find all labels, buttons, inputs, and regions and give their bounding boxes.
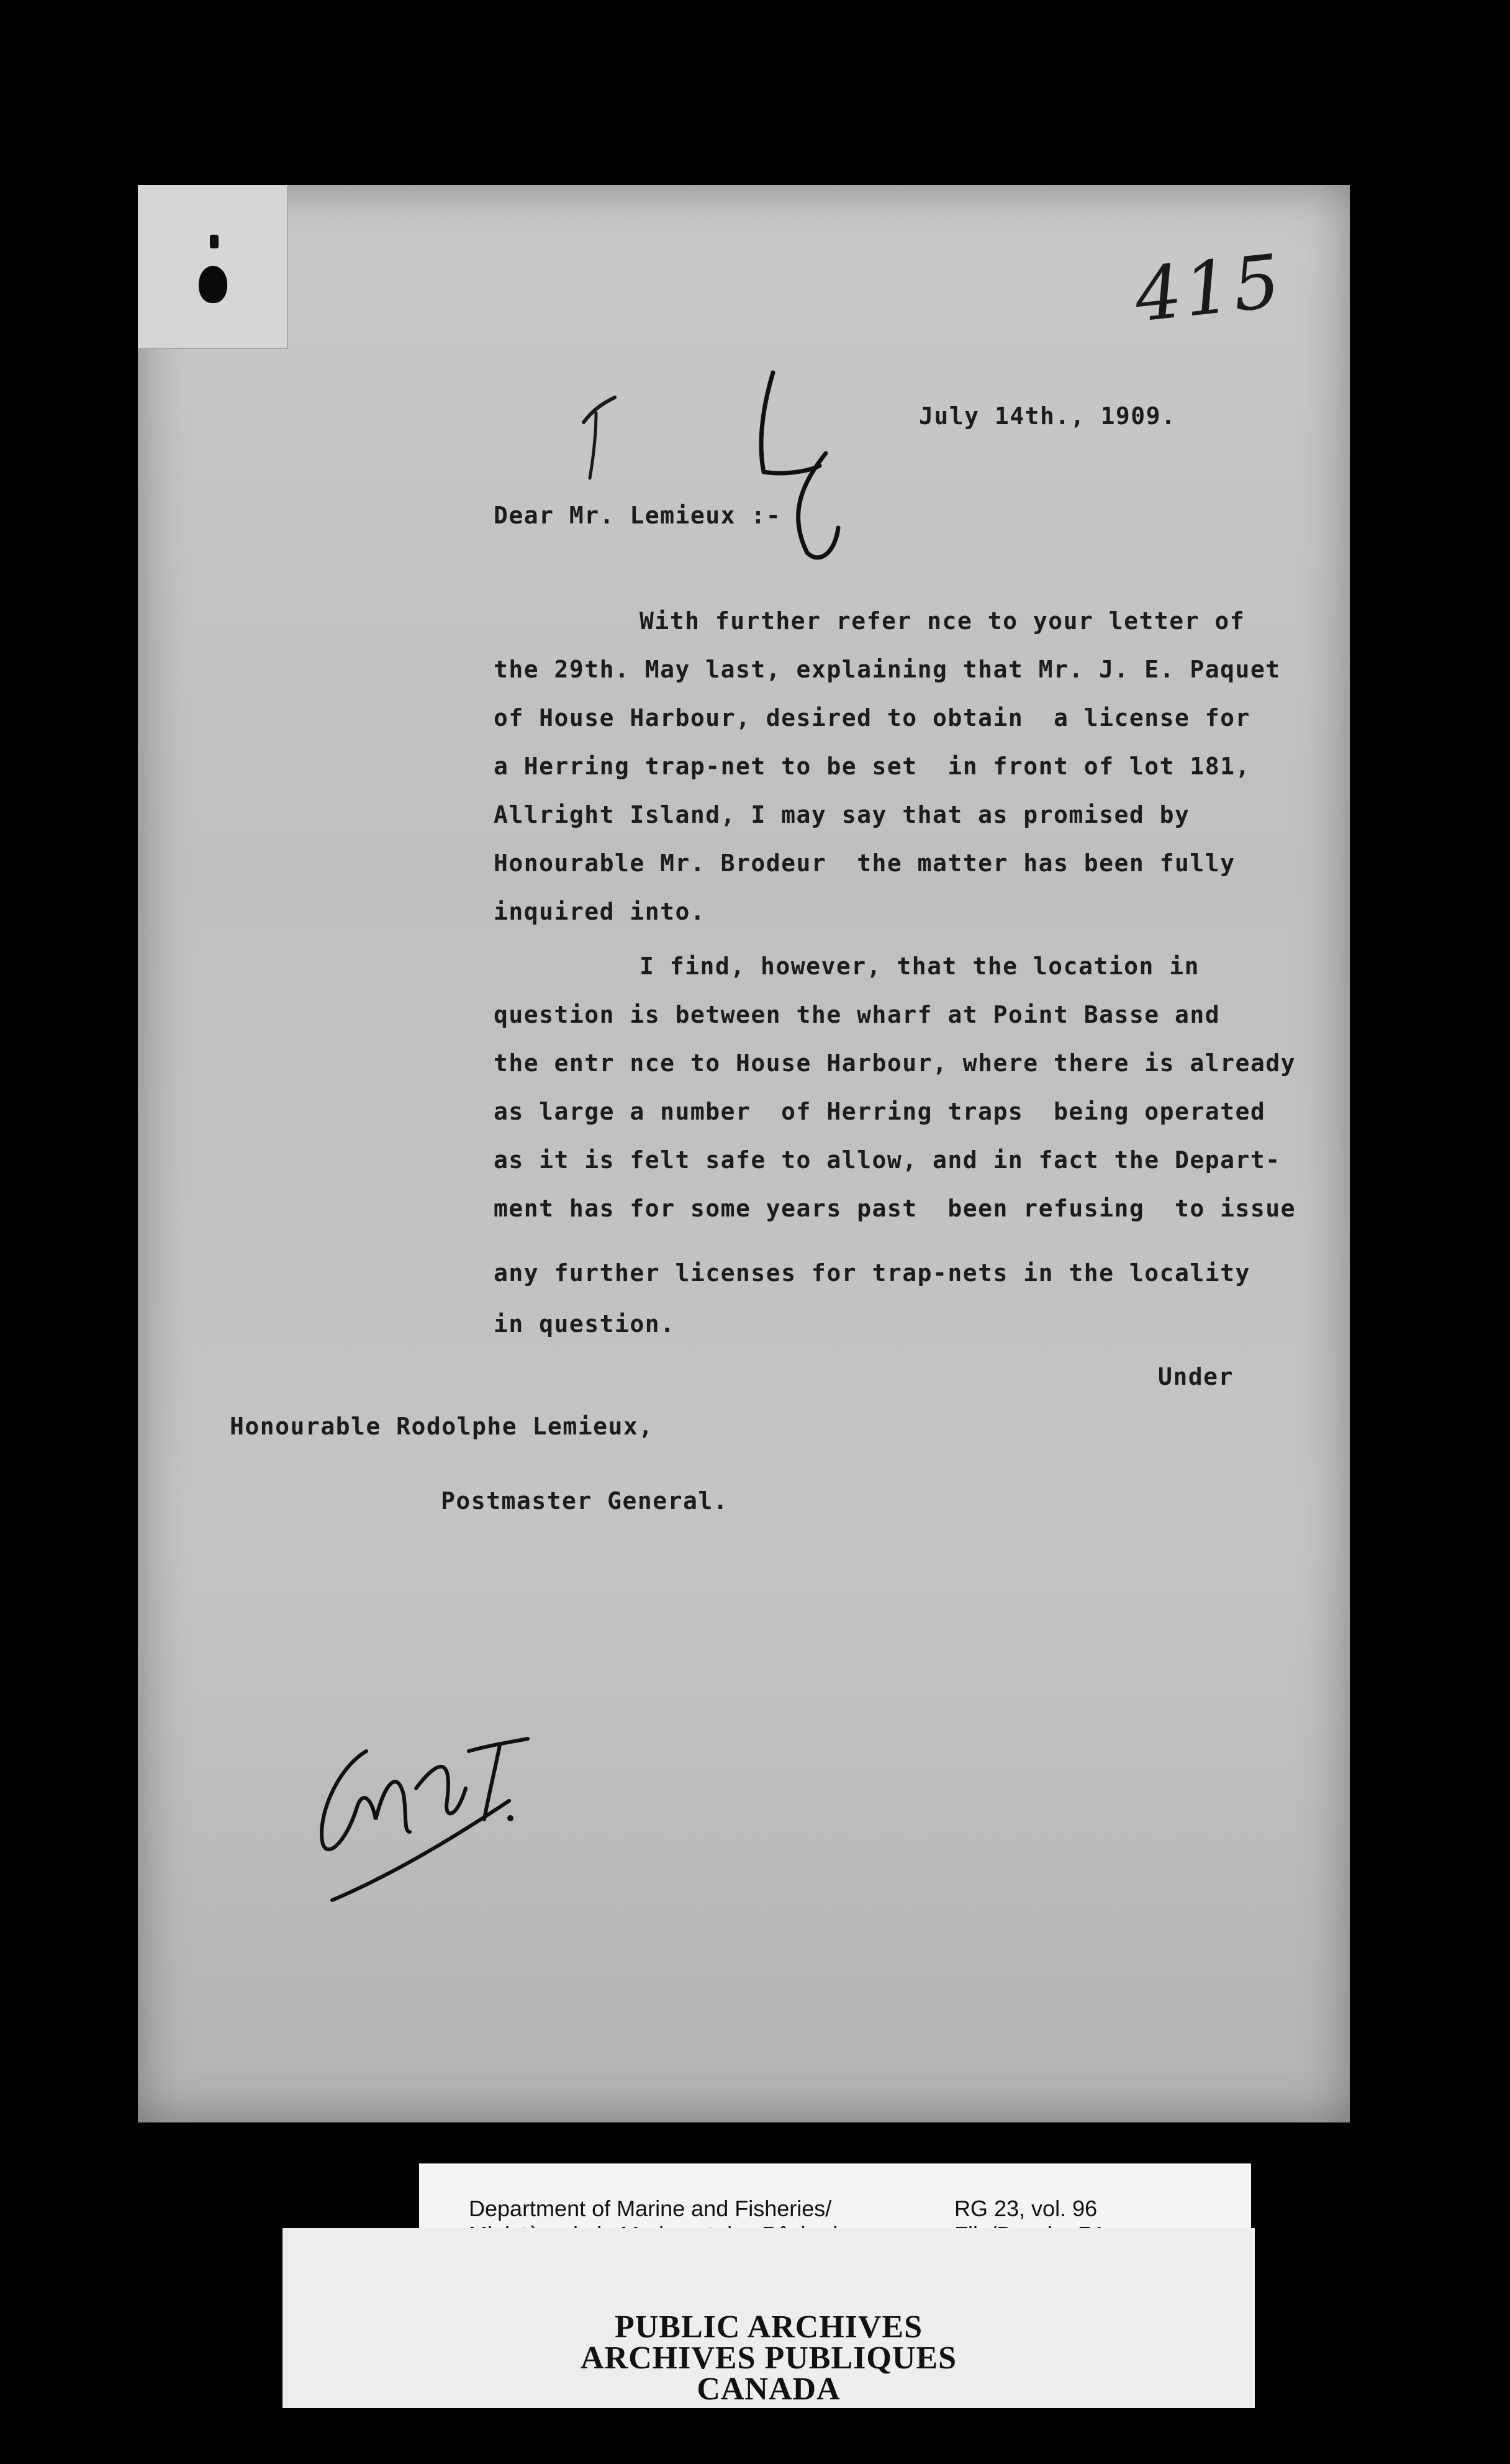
letter-body-line: any further licenses for trap-nets in the locality bbox=[494, 1259, 1250, 1287]
letter-body-line: the entr nce to House Harbour, where there is already bbox=[494, 1049, 1296, 1077]
letter-body-line: as large a number of Herring traps being operated bbox=[494, 1098, 1266, 1125]
letter-body-line: ment has for some years past been refusing to issue bbox=[494, 1195, 1296, 1222]
punch-hole-icon bbox=[199, 266, 227, 303]
letter-body-line: in question. bbox=[494, 1310, 676, 1338]
letter-body-line: question is between the wharf at Point Basse and bbox=[494, 1001, 1221, 1028]
handwritten-mark-icon bbox=[559, 366, 906, 578]
archive-stamp bbox=[283, 2228, 1255, 2408]
stamp-line-2: ARCHIVES PUBLIQUES bbox=[580, 2340, 957, 2376]
letter-body-line: Honourable Mr. Brodeur the matter has been fully bbox=[494, 849, 1236, 877]
stamp-line-1: PUBLIC ARCHIVES bbox=[614, 2309, 923, 2345]
stamp-line-3: CANADA bbox=[697, 2371, 841, 2407]
addressee-title: Postmaster General. bbox=[441, 1487, 729, 1515]
letter-body-line: as it is felt safe to allow, and in fact the Depart- bbox=[494, 1146, 1281, 1174]
letter-date: July 14th., 1909. bbox=[919, 402, 1177, 430]
department-english: Department of Marine and Fisheries/ bbox=[469, 2196, 832, 2221]
letter-body-line: of House Harbour, desired to obtain a license for bbox=[494, 704, 1250, 732]
letter-closing: Under bbox=[1158, 1363, 1234, 1390]
addressee-name: Honourable Rodolphe Lemieux, bbox=[230, 1413, 654, 1440]
letter-body-line: I find, however, that the location in bbox=[640, 953, 1200, 980]
letter-body-line: Allright Island, I may say that as promised by bbox=[494, 801, 1190, 828]
letter-body-line: inquired into. bbox=[494, 898, 706, 925]
folio-number: 415 bbox=[1131, 237, 1286, 339]
letter-body-line: With further refer nce to your letter of bbox=[640, 607, 1246, 635]
letter-body-line: a Herring trap-net to be set in front of lot 181, bbox=[494, 753, 1250, 780]
record-group-ref: RG 23, vol. 96 bbox=[954, 2196, 1098, 2221]
punch-hole-icon bbox=[210, 235, 219, 248]
letter-body-line: the 29th. May last, explaining that Mr. J. E. Paquet bbox=[494, 656, 1281, 683]
handwritten-initials-icon bbox=[298, 1714, 559, 1919]
letter-salutation: Dear Mr. Lemieux :- bbox=[494, 502, 782, 529]
